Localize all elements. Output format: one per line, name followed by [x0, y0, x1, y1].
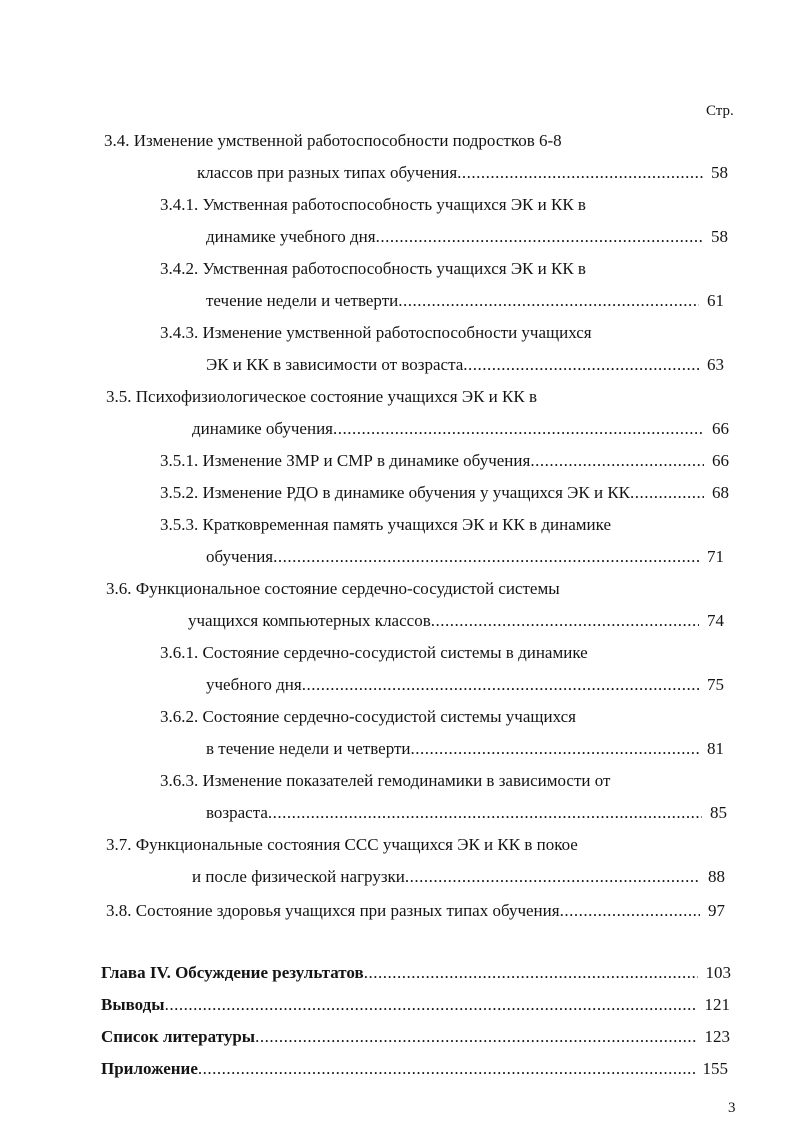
toc-page-number: 66: [712, 419, 729, 438]
toc-chapter-title: Список литературы: [101, 1027, 256, 1046]
leader-dots: [364, 963, 698, 983]
toc-chapter-title: Приложение: [101, 1059, 198, 1078]
toc-entry-3-5-1[interactable]: [160, 451, 729, 471]
toc-entry-title: и после физической нагрузки: [192, 867, 405, 886]
toc-entry-title: 3.5.1. Изменение ЗМР и СМР в динамике обучения: [160, 451, 531, 470]
toc-page-number: 61: [707, 291, 724, 310]
toc-page-number: 71: [707, 547, 724, 566]
toc-page-number: 58: [711, 163, 728, 182]
toc-entry-3-4-1-line1: 3.4.1. Умственная работоспособность учащихся ЭК и КК в: [160, 195, 586, 214]
toc-page-number: 155: [702, 1059, 728, 1078]
toc-entry-3-4-2[interactable]: [206, 291, 724, 311]
toc-entry-title: классов при разных типах обучения: [197, 163, 458, 182]
toc-page-number: 85: [710, 803, 727, 822]
toc-entry-title: течение недели и четверти: [206, 291, 399, 310]
toc-page-number: 103: [705, 963, 731, 982]
toc-entry-title: динамике обучения: [192, 419, 333, 438]
toc-page-number: 121: [704, 995, 730, 1014]
toc-entry-3-6-1-line1: 3.6.1. Состояние сердечно-сосудистой системы в динамике: [160, 643, 588, 662]
toc-entry-3-6[interactable]: [188, 611, 724, 631]
toc-entry-title: 3.8. Состояние здоровья учащихся при разных типах обучения: [106, 901, 560, 920]
leader-dots: [463, 355, 699, 375]
toc-entry-3-7[interactable]: [192, 867, 725, 887]
toc-entry-3-4-1[interactable]: [206, 227, 728, 247]
toc-entry-3-4-3-line1: 3.4.3. Изменение умственной работоспособности учащихся: [160, 323, 592, 342]
leader-dots: [530, 451, 704, 471]
toc-chapter-appendix[interactable]: [101, 1059, 728, 1079]
leader-dots: [405, 867, 700, 887]
leader-dots: [302, 675, 699, 695]
toc-entry-3-6-2-line1: 3.6.2. Состояние сердечно-сосудистой системы учащихся: [160, 707, 576, 726]
toc-entry-title: 3.5.2. Изменение РДО в динамике обучения у учащихся ЭК и КК: [160, 483, 630, 502]
toc-entry-3-5-2[interactable]: [160, 483, 729, 503]
toc-entry-title: ЭК и КК в зависимости от возраста: [206, 355, 464, 374]
leader-dots: [411, 739, 699, 759]
toc-page-number: 63: [707, 355, 724, 374]
toc-entry-3-5-3[interactable]: [206, 547, 724, 567]
leader-dots: [273, 547, 699, 567]
toc-page-number: 58: [711, 227, 728, 246]
toc-entry-title: возраста: [206, 803, 268, 822]
toc-entry-title: учебного дня: [206, 675, 302, 694]
leader-dots: [165, 995, 697, 1015]
toc-entry-3-4-line1: 3.4. Изменение умственной работоспособности подростков 6-8: [104, 131, 562, 150]
leader-dots: [630, 483, 704, 503]
toc-entry-3-8[interactable]: [106, 901, 725, 921]
toc-chapter-title: Глава IV. Обсуждение результатов: [101, 963, 364, 982]
toc-entry-3-5-3-line1: 3.5.3. Кратковременная память учащихся ЭК и КК в динамике: [160, 515, 612, 534]
toc-entry-3-4-3[interactable]: [206, 355, 724, 375]
toc-page-number: 123: [704, 1027, 730, 1046]
toc-page-number: 74: [707, 611, 724, 630]
leader-dots: [376, 227, 703, 247]
leader-dots: [457, 163, 703, 183]
toc-entry-3-5-line1: 3.5. Психофизиологическое состояние учащихся ЭК и КК в: [106, 387, 537, 406]
toc-entry-3-6-3-line1: 3.6.3. Изменение показателей гемодинамики в зависимости от: [160, 771, 611, 790]
toc-entry-3-4-2-line1: 3.4.2. Умственная работоспособность учащихся ЭК и КК в: [160, 259, 586, 278]
toc-page-number: 97: [708, 901, 725, 920]
leader-dots: [398, 291, 699, 311]
toc-entry-3-4[interactable]: [197, 163, 728, 183]
toc-entry-title: в течение недели и четверти: [206, 739, 411, 758]
toc-page-number: 68: [712, 483, 729, 502]
toc-chapter-title: Выводы: [101, 995, 165, 1014]
toc-entry-3-5[interactable]: [192, 419, 729, 439]
leader-dots: [333, 419, 704, 439]
toc-chapter-conclusions[interactable]: [101, 995, 730, 1015]
toc-page-number: 81: [707, 739, 724, 758]
toc-page-number: 66: [712, 451, 729, 470]
page-column-label: Стр.: [706, 103, 734, 119]
leader-dots: [255, 1027, 696, 1047]
toc-entry-3-6-2[interactable]: [206, 739, 724, 759]
leader-dots: [431, 611, 699, 631]
toc-entry-3-6-1[interactable]: [206, 675, 724, 695]
toc-entry-3-7-line1: 3.7. Функциональные состояния ССС учащихся ЭК и КК в покое: [106, 835, 578, 854]
page-number: 3: [728, 1100, 736, 1116]
leader-dots: [198, 1059, 695, 1079]
leader-dots: [560, 901, 700, 921]
toc-entry-title: динамике учебного дня: [206, 227, 376, 246]
toc-chapter-references[interactable]: [101, 1027, 730, 1047]
toc-page-number: 88: [708, 867, 725, 886]
toc-chapter-discussion[interactable]: [101, 963, 731, 983]
toc-entry-title: обучения: [206, 547, 274, 566]
toc-entry-3-6-3[interactable]: [206, 803, 727, 823]
toc-page-number: 75: [707, 675, 724, 694]
leader-dots: [268, 803, 702, 823]
toc-entry-title: учащихся компьютерных классов: [188, 611, 431, 630]
toc-entry-3-6-line1: 3.6. Функциональное состояние сердечно-сосудистой системы: [106, 579, 560, 598]
